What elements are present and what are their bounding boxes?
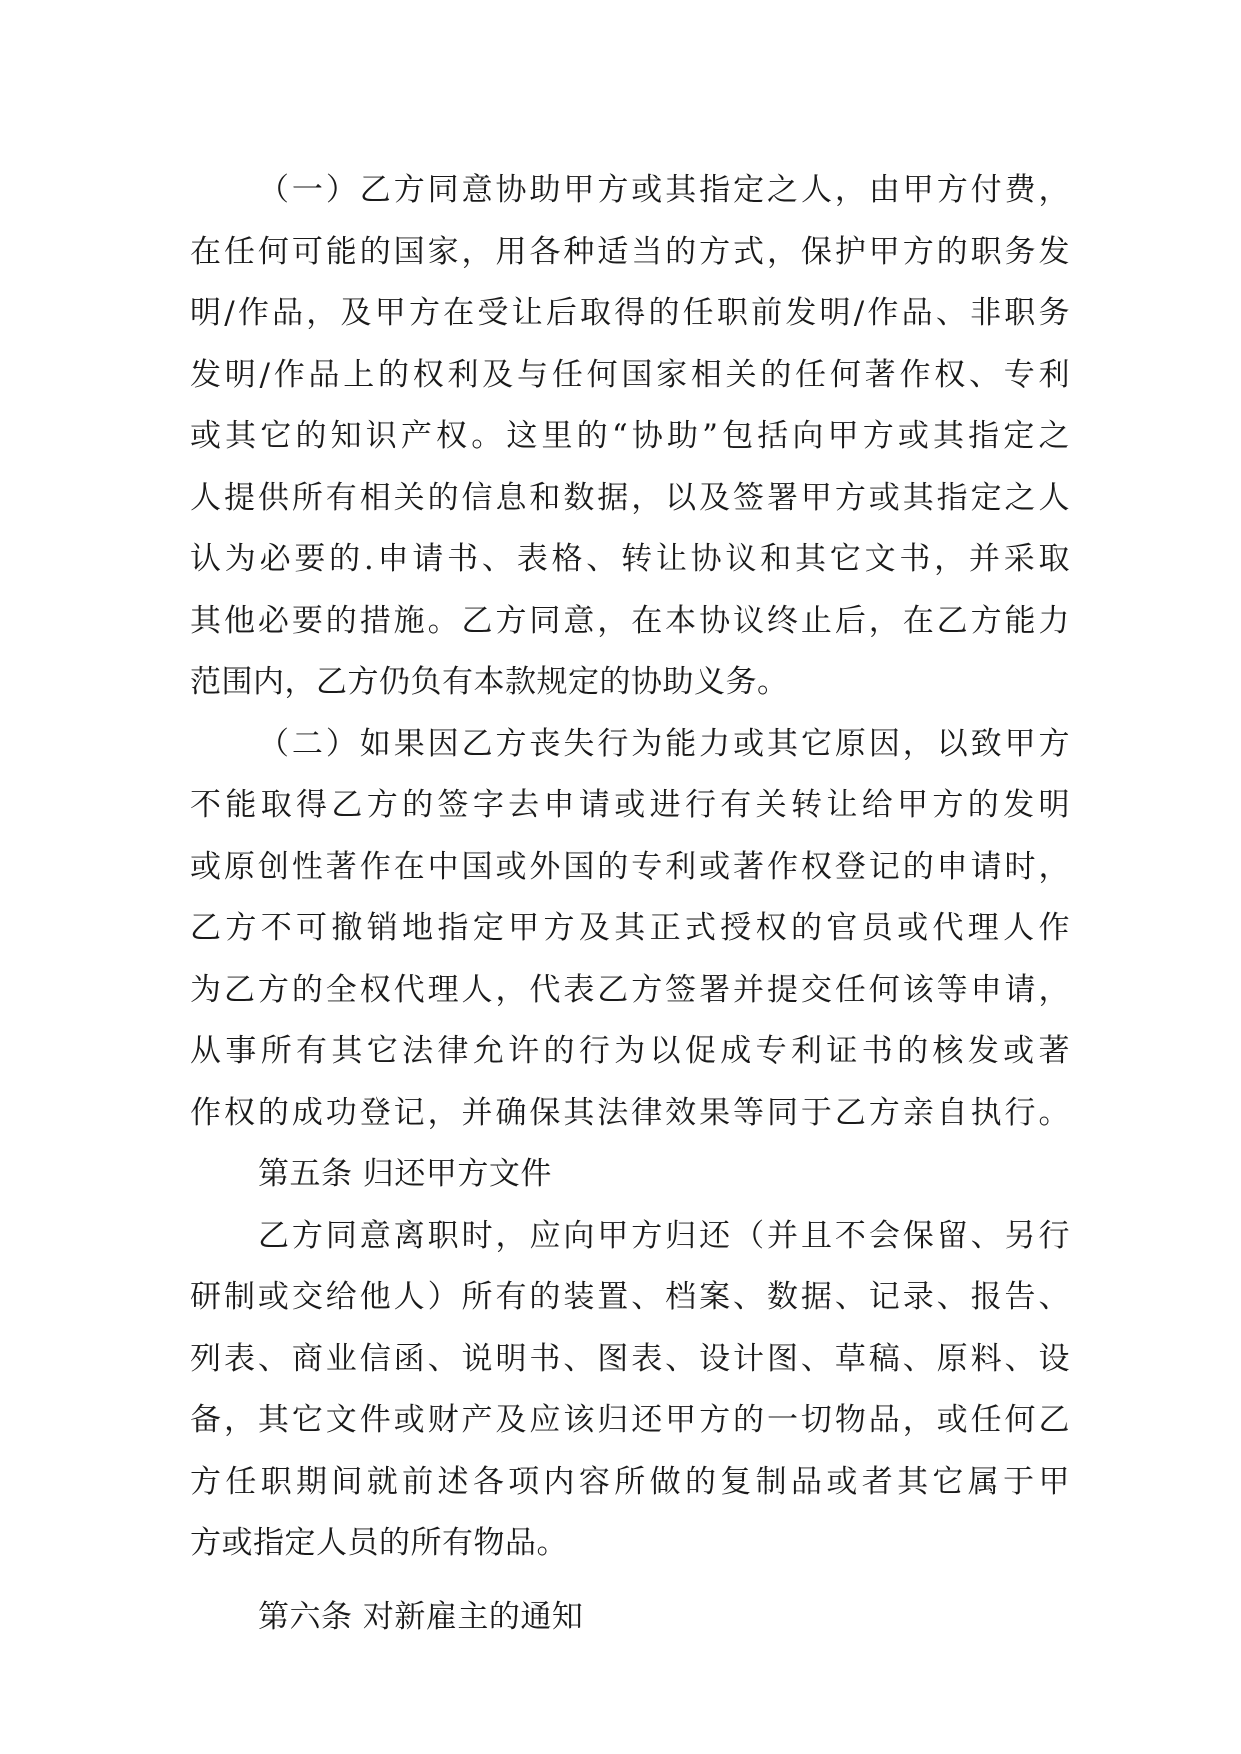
paragraph-1-line-5: 或其它的知识产权。这里的“协助”包括向甲方或其指定之	[190, 418, 1070, 454]
paragraph-3-line-5: 方任职期间就前述各项内容所做的复制品或者其它属于甲	[190, 1463, 1070, 1500]
paragraph-2-line-3: 或原创性著作在中国或外国的专利或著作权登记的申请时，	[190, 848, 1070, 885]
paragraph-1-line-9: 范围内，乙方仍负有本款规定的协助义务。	[190, 664, 789, 700]
paragraph-2-line-4: 乙方不可撤销地指定甲方及其正式授权的官员或代理人作	[190, 910, 1070, 946]
paragraph-1-line-3: 明/作品，及甲方在受让后取得的任职前发明/作品、非职务	[190, 295, 1070, 331]
paragraph-3-line-1: 乙方同意离职时，应向甲方归还（并且不会保留、另行	[258, 1217, 1070, 1254]
paragraph-1-line-8: 其他必要的措施。乙方同意，在本协议终止后，在乙方能力	[190, 602, 1070, 639]
paragraph-3-line-4: 备，其它文件或财产及应该归还甲方的一切物品，或任何乙	[190, 1402, 1070, 1438]
paragraph-1-line-1: （一）乙方同意协助甲方或其指定之人，由甲方付费，	[258, 172, 1070, 208]
paragraph-3-line-6: 方或指定人员的所有物品。	[190, 1525, 568, 1561]
document-body	[190, 160, 1070, 1648]
paragraph-2-line-1: （二）如果因乙方丧失行为能力或其它原因，以致甲方	[258, 725, 1070, 762]
paragraph-1-line-6: 人提供所有相关的信息和数据，以及签署甲方或其指定之人	[190, 479, 1070, 516]
paragraph-1-line-2: 在任何可能的国家，用各种适当的方式，保护甲方的职务发	[190, 233, 1070, 270]
paragraph-3-line-3: 列表、商业信函、说明书、图表、设计图、草稿、原料、设	[190, 1340, 1070, 1377]
paragraph-2-line-7: 作权的成功登记，并确保其法律效果等同于乙方亲自执行。	[190, 1094, 1070, 1131]
article-6-heading: 第六条 对新雇主的通知	[258, 1598, 584, 1635]
paragraph-2-line-6: 从事所有其它法律允许的行为以促成专利证书的核发或著	[190, 1033, 1070, 1069]
paragraph-1-line-4: 发明/作品上的权利及与任何国家相关的任何著作权、专利	[190, 356, 1070, 393]
paragraph-3-line-2: 研制或交给他人）所有的装置、档案、数据、记录、报告、	[190, 1279, 1070, 1315]
spacer	[190, 1575, 1070, 1587]
paragraph-2-line-2: 不能取得乙方的签字去申请或进行有关转让给甲方的发明	[190, 787, 1070, 823]
article-5-heading: 第五条 归还甲方文件	[258, 1156, 552, 1192]
paragraph-1-line-7: 认为必要的.申请书、表格、转让协议和其它文书，并采取	[190, 541, 1070, 577]
paragraph-2-line-5: 为乙方的全权代理人，代表乙方签署并提交任何该等申请，	[190, 971, 1070, 1008]
